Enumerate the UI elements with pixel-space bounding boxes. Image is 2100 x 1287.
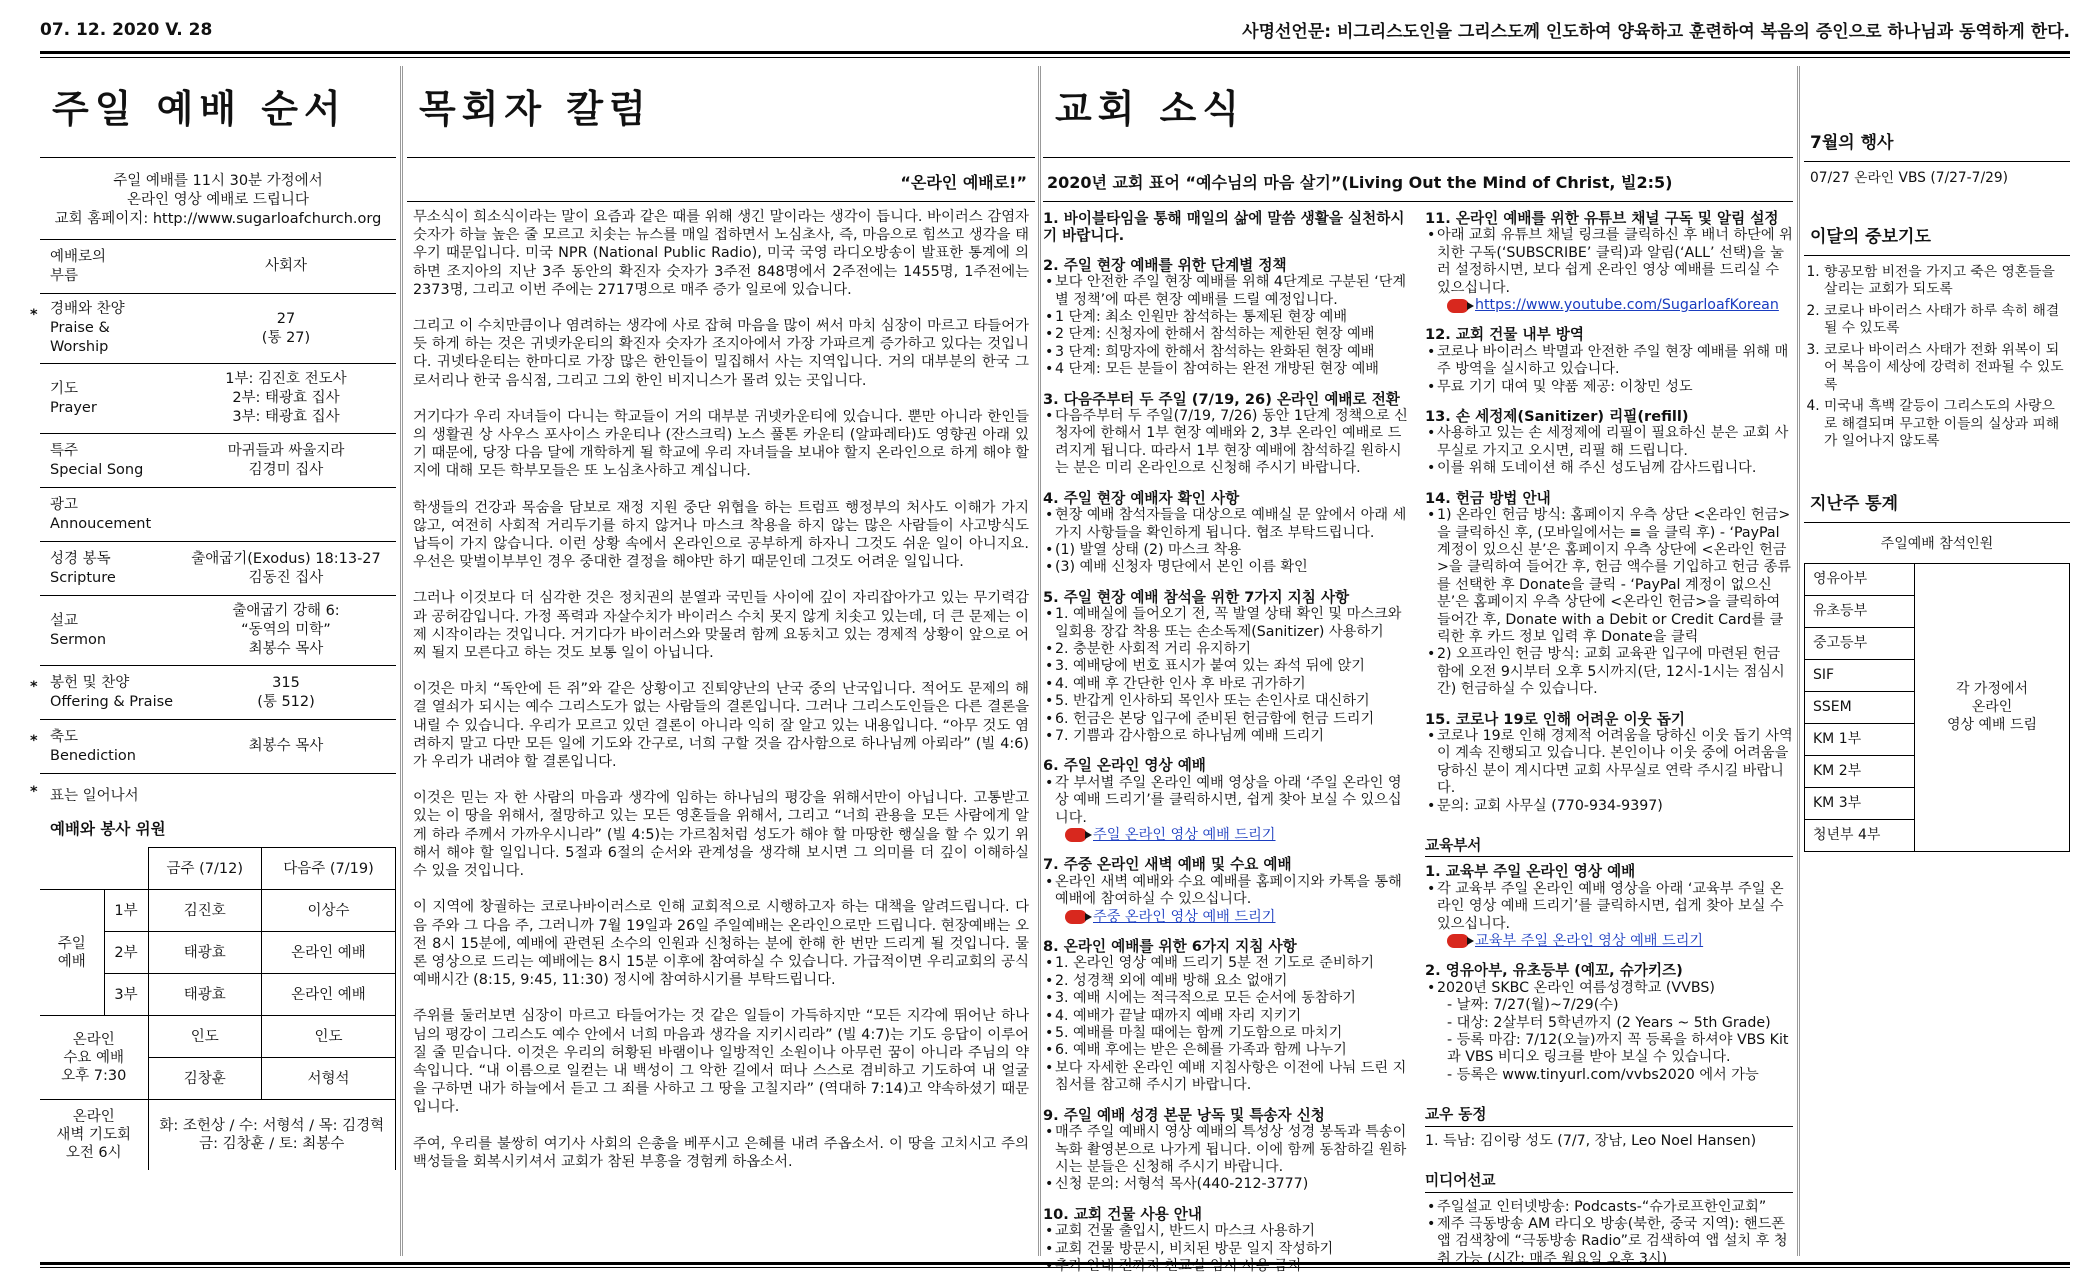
worship-row-label: 설교 Sermon (50, 612, 107, 648)
news-item-heading: 1. 교육부 주일 온라인 영상 예배 (1425, 863, 1636, 881)
news-bullet: • 교회 건물 출입시, 반드시 마스크 사용하기 (1055, 1223, 1411, 1240)
news-bullet: • 교회 건물 방문시, 비치된 방문 일지 작성하기 (1055, 1241, 1411, 1258)
prayer-list: 1. 향공모함 비전을 가지고 죽은 영혼들을 살리는 교회가 되도록 2. 코로나 바이러스 사태가 하루 속히 해결될 수 있도록 3. 코로나 바이러스 사태가 전화 위복이 되어 복음이 세상에 강력히 전파될 수 있도록 4. 미국내 흑백 갈등이 그리스도의 사랑으로 해결되며 무고한 이들의 실상과 피해가 일어나지 않도록 (1810, 264, 2066, 451)
stats-row-label: KM 3부 (1805, 787, 1915, 819)
news-item (1425, 711, 1793, 815)
worship-row-value: 315 (통 512) (257, 674, 315, 710)
news-bullet: • 각 부서별 주일 온라인 예배 영상을 아래 ‘주일 온라인 영상 예배 드리기’를 클릭하시면, 쉽게 찾아 보실 수 있으십니다. (1055, 775, 1411, 827)
news-item-list (1043, 606, 1411, 745)
stats-row-label: KM 2부 (1805, 755, 1915, 787)
news-item (1425, 863, 1793, 950)
media-title: 미디어선교 (1425, 1172, 1793, 1192)
prayer-title: 이달의 중보기도 (1804, 188, 2070, 256)
column-paragraph: 주여, 우리를 불쌍히 여기사 사회의 은총을 베푸시고 은혜를 내려 주옵소서. 이 땅을 고치시고 주의 백성들을 회복시키셔서 교회가 참된 부흥을 경험케 하옵소서. (413, 1135, 1029, 1170)
news-left (1043, 210, 1411, 1287)
news-bullet: • 보다 자세한 온라인 예배 지침사항은 이전에 나눠 드린 지침서를 참고해 주시기 바랍니다. (1055, 1060, 1411, 1095)
worship-row (40, 542, 396, 596)
standing-note: * 표는 일어나서 (30, 784, 139, 804)
youtube-link[interactable]: https://www.youtube.com/SugarloafKorean (1475, 297, 1779, 314)
page-header (40, 8, 2070, 54)
news-item-heading: 3. 다음주부터 두 주일 (7/19, 26) 온라인 예배로 전환 (1043, 390, 1400, 408)
column-paragraph: 주위를 둘러보면 심장이 마르고 타들어가는 것 같은 일들이 가득하지만 “모든 지각에 뛰어난 하나님의 평강이 그리스도 예수 안에서 너희 마음과 생각을 지키시리라” (빌 4:7)는 기도 응답이 이루어 질 줄 믿습니다. 이것은 우리의 허황된 바램이나 일방적인 소원이나 아무런 꿈이 아니라 주님의 약속입니다. “내 이름으로 일컫는 내 백성이 그 악한 길에서 떠나 스스로 겸비하고 기도하여 내 얼굴을 구하면 내가 하늘에서 듣고 그 죄를 사하고 그 땅을 고칠지라” (역대하 7:14)고 약속하셨기 때문입니다. (413, 1008, 1029, 1116)
news-bullet: • 아래 교회 유튜브 채널 링크를 클릭하신 후 배너 하단에 위치한 구독(‘SUBSCRIBE’ 클릭)과 알림(‘ALL’ 선택)을 눌러 설정하시면, 보다 쉽게 온라인 영상 예배를 드리실 수 있으십니다. (1437, 227, 1793, 297)
staff-news: 1. 득남: 김이랑 성도 (7/7, 장남, Leo Noel Hansen) (1425, 1132, 1757, 1149)
serve-table: 금주 (7/12) 다음주 (7/19) 주일 예배 1부 김진호 이상수 2부 태광효 온라인 예배 3부 태광효 온라인 예배 온라인 수요 예배 오후 7:30 인도 인도 김창훈 서형석 온라인 새벽 기도회 오전 6시 화: 조헌상 / 수: 서형석 / 목: 김경혁 금: 김창훈 / 토: 최봉수 (40, 847, 396, 1170)
events-list: 07/27 온라인 VBS (7/27-7/29) (1810, 170, 2009, 186)
stats-row-label: SIF (1805, 659, 1915, 691)
worship-row-label: 축도 Benediction (50, 728, 136, 764)
click-icon (1065, 828, 1087, 842)
column-paragraph: 이 지역에 창궐하는 코로나바이러스로 인해 교회적으로 시행하고자 하는 대책을 알려드립니다. 다음 주와 그 다음 주, 그러니까 7월 19일과 26일 주일예배는 온라인으로만 드립니다. 현장예배는 오전 8시 15분에, 예배에 관련된 소수의 인원과 신청하는 분에 한해 한 번만 드리게 될 것입니다. 물론 영상으로 드리는 예배에는 8시 15분 이후에 참여하실 수 있습니다. 가급적이면 우리교회의 공식 예배시간 (8:15, 9:45, 11:30) 정시에 참여하시기를 부탁드립니다. (413, 899, 1029, 989)
edu-title: 교육부서 (1425, 837, 1793, 857)
news-sub: - 등록 마감: 7/12(오늘)까지 꼭 등록을 하셔야 VBS Kit과 VBS 비디오 링크를 받아 보실 수 있습니다. (1447, 1032, 1789, 1066)
column-body (407, 202, 1035, 1171)
worship-row-label: 광고 Annoucement (50, 496, 152, 532)
news-item-list (1043, 507, 1411, 577)
news-bullet: • 4. 예배 후 간단한 인사 후 바로 귀가하기 (1055, 676, 1411, 693)
column-paragraph: 이것은 마치 “독안에 든 쥐”와 같은 상황이고 진퇴양난의 난국 중의 난국입니다. 적어도 문제의 해결 열쇠가 되시는 예수 그리스도가 없는 사람들의 결론입니다. 그러나 그리스도인들은 다른 결론을 내릴 수 있습니다. 우리가 모르고 있던 결론이 아니라 익히 잘 알고 있는 내용입니다. “아무 것도 염려하지 말고 다만 모든 일에 기도와 간구로, 너희 구할 것을 감사함으로 하나님께 아뢰라” (빌 4:6)가 우리가 내려야 할 결론입니다. (413, 681, 1029, 771)
news-item (1425, 962, 1793, 1084)
homepage-link[interactable]: 교회 홈페이지: http://www.sugarloafchurch.org (54, 211, 382, 227)
news-bullet: • 6. 예배 후에는 받은 은혜를 가족과 함께 나누기 (1055, 1042, 1411, 1059)
news-item-heading: 2. 영유아부, 유초등부 (예꼬, 슈가키즈) (1425, 962, 1683, 980)
news-bullet: • 다음주부터 두 주일(7/19, 7/26) 동안 1단계 정책으로 신청자에 한해서 1부 현장 예배와 2, 3부 온라인 예배로 드려지게 됩니다. 따라서 1부 현장 예배에 참석하길 원하시는 분은 미리 온라인으로 신청해 주시기 바랍니다. (1055, 408, 1411, 478)
news-item-list (1043, 274, 1411, 378)
stats-value: 각 가정에서 온라인 영상 예배 드림 (1915, 563, 2070, 851)
issue-date: 07. 12. 2020 V. 28 (40, 19, 213, 40)
news-item-list (1425, 881, 1793, 933)
news-item-list (1425, 507, 1793, 698)
news-item-heading: 14. 헌금 방법 안내 (1425, 489, 1551, 507)
news-bullet: • 4 단계: 모든 분들이 참여하는 완전 개방된 현장 예배 (1055, 361, 1411, 378)
news-item-heading: 1. 바이블타임을 통해 매일의 삶에 말씀 생활을 실천하시기 바랍니다. (1043, 210, 1405, 245)
news-item-list (1425, 344, 1793, 396)
news-bullet: • 7. 기쁨과 감사함으로 하나님께 예배 드리기 (1055, 728, 1411, 745)
stats-row-label: 영유아부 (1805, 563, 1915, 595)
worship-row (40, 434, 396, 488)
news-item-list (1043, 408, 1411, 478)
worship-row-label: 특주 Special Song (50, 442, 144, 478)
column-paragraph: 학생들의 건강과 목숨을 담보로 재정 지원 중단 위협을 하는 트럼프 행정부의 처사도 이해가 가지 않고, 여전히 사회적 거리두기를 하지 않거나 마스크 착용을 하지 않는 많은 사람들이 사고방식도 납득이 가지 않습니다. 이런 상황 속에서 온라인으로 공부하게 하자니 그것도 쉬운 일이 아니지요. 우선은 맞벌이부부인 경우 중대한 결정을 해야만 하기 때문인데 그것도 어려운 일입니다. (413, 499, 1029, 571)
column-paragraph: 이것은 믿는 자 한 사람의 마음과 생각에 임하는 하나님의 평강을 위해서만이 아닙니다. 고통받고 있는 이 땅을 위해서, 절망하고 있는 모든 영혼들을 위해서, 그리고 “너희 관용을 모든 사람에게 알게 하라 주께서 가까우시니라” (빌 4:5)는 가르침처럼 성도가 해야 할 마땅한 행실을 할 수 있기 위해서 해야 할 일입니다. 5절과 6절의 순서와 관계성을 생각해 보시면 그 의미를 더 깊이 이해하실 수 있을 것입니다. (413, 790, 1029, 880)
worship-order-title: 주일 예배 순서 (40, 66, 396, 158)
column-paragraph: 무소식이 희소식이라는 말이 요즘과 같은 때를 위해 생긴 말이라는 생각이 듭니다. 바이러스 감염자 숫자가 하늘 높은 줄 모르고 치솟는 뉴스를 매일 접하면서 노심초사, 즉, 마음으로 힘쓰고 생각을 태우기 때문입니다. 미국 NPR (National Public Radio), 미국 국영 라디오방송이 발표한 통계에 의하면 조지아의 지난 3주 동안의 확진자 숫자가 3주전 848명에서 2주전에는 1455명, 1주전에는 2373명, 그리고 이번 주에는 2717명으로 매주 증가 일로에 있습니다. (413, 209, 1029, 298)
news-bullet: • 4. 예배가 끝날 때까지 예배 자리 지키기 (1055, 1008, 1411, 1025)
stats-title: 지난주 통계 (1804, 455, 2070, 523)
news-item-list (1425, 980, 1793, 997)
worship-row-value: 1부: 김진호 전도사 2부: 태광효 집사 3부: 태광효 집사 (225, 371, 347, 425)
news-item (1043, 856, 1411, 926)
news-bullet: • 온라인 새벽 예배와 수요 예배를 홈페이지와 카톡을 통해 예배에 참여하실 수 있으십니다. (1055, 874, 1411, 909)
news-item (1043, 1107, 1411, 1194)
news-item-list (1425, 227, 1793, 297)
news-bullet: • 무료 기기 대여 및 약품 제공: 이창민 성도 (1437, 379, 1793, 396)
news-bullet: • (3) 예배 신청자 명단에서 본인 이름 확인 (1055, 559, 1411, 576)
events-title: 7월의 행사 (1804, 66, 2070, 162)
news-bullet: • 2 단계: 신청자에 한해서 참석하는 제한된 현장 예배 (1055, 326, 1411, 343)
news-item-list (1043, 874, 1411, 909)
news-item (1043, 210, 1411, 245)
news-bullet: • 코로나 19로 인해 경제적 어려움을 당하신 이웃 돕기 사역이 계속 진행되고 있습니다. 본인이나 이웃 중에 어려움을 당하신 분이 계시다면 교회 사무실로 연락 주시길 바랍니다. (1437, 728, 1793, 798)
news-item-heading: 13. 손 세정제(Sanitizer) 리필(refill) (1425, 408, 1689, 426)
news-item (1043, 257, 1411, 379)
serve-title: 예배와 봉사 위원 (50, 820, 166, 838)
news-bullet: • 3. 예배당에 번호 표시가 붙여 있는 좌석 뒤에 앉기 (1055, 658, 1411, 675)
news-item (1425, 326, 1793, 396)
stats-table (1804, 563, 2070, 852)
news-item-list (1043, 955, 1411, 1094)
news-bullet: • 6. 헌금은 본당 입구에 준비된 헌금함에 헌금 드리기 (1055, 711, 1411, 728)
news-bullet: • 3 단계: 희망자에 한해서 참석하는 완화된 현장 예배 (1055, 344, 1411, 361)
news-item (1043, 391, 1411, 478)
news-bullet: • 5. 예배를 마칠 때에는 함께 기도함으로 마치기 (1055, 1025, 1411, 1042)
news-item (1043, 757, 1411, 844)
media-item: • 제주 극동방송 AM 라디오 방송(북한, 중국 지역): 핸드폰 앱 검색창에 “극동방송 Radio”로 검색하여 앱 설치 후 청취 가능 (시간: 매주 월요일 오후 3시) (1437, 1216, 1793, 1268)
news-bullet: • 사용하고 있는 손 세정제에 리필이 필요하신 분은 교회 사무실로 가지고 오시면, 리필 해 드립니다. (1437, 425, 1793, 460)
church-news-title: 교회 소식 (1043, 66, 1793, 158)
worship-row-value: 출애굽기 강해 6: “동역의 미학” 최봉수 목사 (232, 603, 340, 657)
worship-row (40, 488, 396, 542)
worship-row-label: 기도 Prayer (50, 380, 97, 416)
worship-lead: 주일 예배를 11시 30분 가정에서 온라인 영상 예배로 드립니다 교회 홈페이지: http://www.sugarloafchurch.org (40, 158, 396, 240)
stats-row-label: 중고등부 (1805, 627, 1915, 659)
news-item-heading: 12. 교회 건물 내부 방역 (1425, 326, 1584, 344)
news-item-heading: 11. 온라인 예배를 위한 유튜브 채널 구독 및 알림 설정 (1425, 210, 1779, 227)
click-icon (1065, 910, 1087, 924)
church-motto: 2020년 교회 표어 “예수님의 마음 살기”(Living Out the Mind of Christ, 빌2:5) (1043, 158, 1793, 202)
news-bullet: • 2. 충분한 사회적 거리 유지하기 (1055, 641, 1411, 658)
news-item (1425, 210, 1793, 314)
news-bullet: • 이를 위해 도네이션 해 주신 성도님께 감사드립니다. (1437, 460, 1793, 477)
worship-row-label: 봉헌 및 찬양 Offering & Praise (50, 674, 174, 710)
worship-row-label: 성경 봉독 Scripture (50, 550, 116, 586)
news-item (1425, 408, 1793, 478)
column-paragraph: 거기다가 우리 자녀들이 다니는 학교들이 거의 대부분 귀넷카운티에 있습니다. 뿐만 아니라 한인들의 생활권 상 사우스 포사이스 카운티나 (잔스크릭) 노스 풀톤 카운티 (알파레타)도 영향권 아래 있기 때문에, 당장 다음 달에 개학하게 될 학교에 우리 자녀들을 보내야 할지 온라인으로 하게 해야 할지에 대해 모든 학부모들은 또 노심초사하고 계십니다. (413, 408, 1029, 480)
news-bullet: • 2020년 SKBC 온라인 여름성경학교 (VVBS) (1437, 980, 1793, 997)
news-item (1043, 490, 1411, 577)
news-item-heading: 5. 주일 현장 예배 참석을 위한 7가지 지침 사항 (1043, 588, 1350, 606)
news-item-heading: 10. 교회 건물 사용 안내 (1043, 1205, 1202, 1223)
news-item-heading: 4. 주일 현장 예배자 확인 사항 (1043, 489, 1240, 507)
stats-head: 주일예배 참석인원 (1880, 535, 1994, 552)
news-bullet: • 5. 반갑게 인사하되 목인사 또는 손인사로 대신하기 (1055, 693, 1411, 710)
worship-row-value: 사회자 (264, 258, 308, 274)
worship-row-label: 경배와 찬양 Praise & Worship (50, 301, 125, 355)
stats-row-label: 유초등부 (1805, 595, 1915, 627)
news-item (1043, 938, 1411, 1095)
stats-row-label: KM 1부 (1805, 723, 1915, 755)
link-text: 주일 온라인 영상 예배 드리기 (1093, 827, 1276, 843)
news-item (1043, 589, 1411, 746)
staff-title: 교우 동정 (1425, 1106, 1793, 1126)
video-link[interactable] (1425, 933, 1793, 950)
news-bullet: • (1) 발열 상태 (2) 마스크 착용 (1055, 542, 1411, 559)
side-column (1804, 66, 2070, 1256)
news-sub: - 대상: 2살부터 5학년까지 (2 Years ~ 5th Grade) (1447, 1014, 1771, 1031)
worship-row-value: 27 (통 27) (261, 310, 311, 346)
news-item-list (1425, 425, 1793, 477)
pastor-column (407, 66, 1035, 1256)
worship-row-value: 최봉수 목사 (248, 738, 324, 754)
news-bullet: • 1 단계: 최소 인원만 참석하는 통제된 현장 예배 (1055, 309, 1411, 326)
news-bullet: • 매주 주일 예배시 영상 예배의 특성상 성경 봉독과 특송이 녹화 촬영본으로 나가게 됩니다. 이에 함께 동참하길 원하시는 분들은 신청해 주시기 바랍니다. (1055, 1124, 1411, 1176)
news-item-heading: 7. 주중 온라인 새벽 예배 및 수요 예배 (1043, 856, 1292, 874)
click-icon (1447, 299, 1469, 313)
column-paragraph: 그리고 이 수치만큼이나 염려하는 생각에 사로 잡혀 마음을 많이 써서 마치 심장이 마르고 타들어가듯 하게 하는 것은 귀넷카운티의 확진자 숫자가 조지아에서 가장 가파르게 증가하고 있다는 것입니다. 귀넷타운티는 한마디로 가장 많은 한인들이 밀집해서 사는 지역입니다. 거의 대부분의 한국 그로서리나 한국 음식점, 그리고 그외 한인 비지니스가 몰려 있는 곳입니다. (413, 318, 1029, 389)
worship-row-value: 출애굽기(Exodus) 18:13-27 김동진 집사 (191, 550, 381, 586)
news-bullet: • 코로나 바이러스 박멸과 안전한 주일 현장 예배를 위해 매주 방역을 실시하고 있습니다. (1437, 344, 1793, 379)
news-item-list (1043, 775, 1411, 827)
news-item-list (1043, 1124, 1411, 1194)
worship-row (40, 240, 396, 294)
news-item-heading: 9. 주일 예배 성경 본문 낭독 및 특송자 신청 (1043, 1106, 1325, 1124)
news-sub: - 날짜: 7/27(월)~7/29(수) (1447, 997, 1619, 1014)
news-bullet: • 3. 예배 시에는 적극적으로 모든 순서에 동참하기 (1055, 990, 1411, 1007)
news-bullet: • 2) 오프라인 헌금 방식: 교회 교육관 입구에 마련된 헌금함에 오전 9시부터 오후 5시까지(단, 12시-1시는 점심시간) 헌금하실 수 있습니다. (1437, 646, 1793, 698)
worship-row-label: 예배로의 부름 (50, 248, 107, 284)
news-right (1425, 210, 1793, 1287)
stats-row-label: SSEM (1805, 691, 1915, 723)
news-bullet: • 보다 안전한 주일 현장 예배를 위해 4단계로 구분된 ‘단계별 정책’에 따른 현장 예배를 드릴 예정입니다. (1055, 274, 1411, 309)
worship-row: * 축도 Benediction 최봉수 목사 (40, 720, 396, 774)
news-bullet: • 2. 성경책 외에 예배 방해 요소 없애기 (1055, 973, 1411, 990)
news-bullet: • 추가 안내 전까지 친교실 임시 사용 금지 (1055, 1258, 1411, 1275)
column-subtitle: “온라인 예배로!” (407, 158, 1035, 202)
video-link[interactable] (1043, 827, 1411, 844)
worship-row-value: 마귀들과 싸울지라 김경미 집사 (227, 442, 345, 478)
worship-row: * 경배와 찬양 Praise & Worship 27 (통 27) (40, 294, 396, 364)
news-sub: - 등록은 www.tinyurl.com/vvbs2020 에서 가능 (1447, 1066, 1759, 1083)
news-bullet: • 1. 예배실에 들어오기 전, 꼭 발열 상태 확인 및 마스크와 일회용 장갑 착용 또는 손소독제(Sanitizer) 사용하기 (1055, 606, 1411, 641)
worship-row: * 봉헌 및 찬양 Offering & Praise 315 (통 512) (40, 666, 396, 720)
news-item-heading: 8. 온라인 예배를 위한 6가지 지침 사항 (1043, 938, 1297, 956)
news-item-heading: 2. 주일 현장 예배를 위한 단계별 정책 (1043, 256, 1287, 274)
news-bullet: • 1) 온라인 헌금 방식: 홈페이지 우측 상단 <온라인 헌금>을 클릭하신 후, (모바일에서는 ≡ 을 클릭 후) - ‘PayPal 계정이 있으신 분’은 홈페이지 우측 상단에 <온라인 헌금>을 클릭하여 들어간 후, 헌금 액수를 기입하고 헌금 종류를 선택한 후 Donate을 클릭 - ‘PayPal 계정이 없으신 분’은 홈페이지 우측 상단에 <온라인 헌금>을 클릭하여 들어간 후, Donate with a Debit or Credit Card를 클릭한 후 카드 정보 입력 후 Donate을 클릭 (1437, 507, 1793, 646)
click-icon (1447, 934, 1469, 948)
column-paragraph: 그러나 이것보다 더 심각한 것은 정치권의 분열과 국민들 사이에 깊이 자리잡아가고 있는 무기력감과 공허감입니다. 가정 폭력과 자살수치가 바이러스 수치 못지 않게 치솟고 있는데, 더 큰 문제는 이제 시작이라는 것입니다. 거기다가 바이러스와 맞물려 함께 요동치고 있는 경제적 상황이 앞으로 어찌 될지 모른다고 하는 것도 보통 일이 아닙니다. (413, 590, 1029, 662)
news-item-heading: 6. 주일 온라인 영상 예배 (1043, 757, 1206, 775)
link-text: 교육부 주일 온라인 영상 예배 드리기 (1475, 933, 1704, 950)
news-item (1425, 490, 1793, 699)
video-link[interactable] (1043, 909, 1411, 926)
news-bullet: • 현장 예배 참석자들을 대상으로 예배실 문 앞에서 아래 세 가지 사항들을 확인하게 됩니다. 협조 부탁드립니다. (1055, 507, 1411, 542)
stats-row-label: 청년부 4부 (1805, 819, 1915, 851)
news-bullet: • 1. 온라인 영상 예배 드리기 5분 전 기도로 준비하기 (1055, 955, 1411, 972)
worship-order-column (30, 66, 396, 1256)
worship-row (40, 596, 396, 666)
news-bullet: • 신청 문의: 서형석 목사(440-212-3777) (1055, 1176, 1411, 1193)
link-text: 주중 온라인 영상 예배 드리기 (1093, 908, 1276, 925)
media-item: • 주일설교 인터넷방송: Podcasts-“슈가로프한인교회” (1437, 1199, 1793, 1216)
church-news-column (1043, 66, 1793, 1274)
news-bullet: • 문의: 교회 사무실 (770-934-9397) (1437, 798, 1793, 815)
news-item-list (1425, 728, 1793, 815)
worship-row (40, 364, 396, 434)
mission-statement: 사명선언문: 비그리스도인을 그리스도께 인도하여 양육하고 훈련하여 복음의 증인으로 하나님과 동역하게 한다. (1242, 22, 2070, 42)
news-bullet: • 각 교육부 주일 온라인 예배 영상을 아래 ‘교육부 주일 온라인 영상 예배 드리기’를 클릭하시면, 쉽게 찾아 보실 수 있으십니다. (1437, 881, 1793, 933)
news-item-heading: 15. 코로나 19로 인해 어려운 이웃 돕기 (1425, 710, 1685, 728)
pastor-column-title: 목회자 칼럼 (407, 66, 1035, 158)
